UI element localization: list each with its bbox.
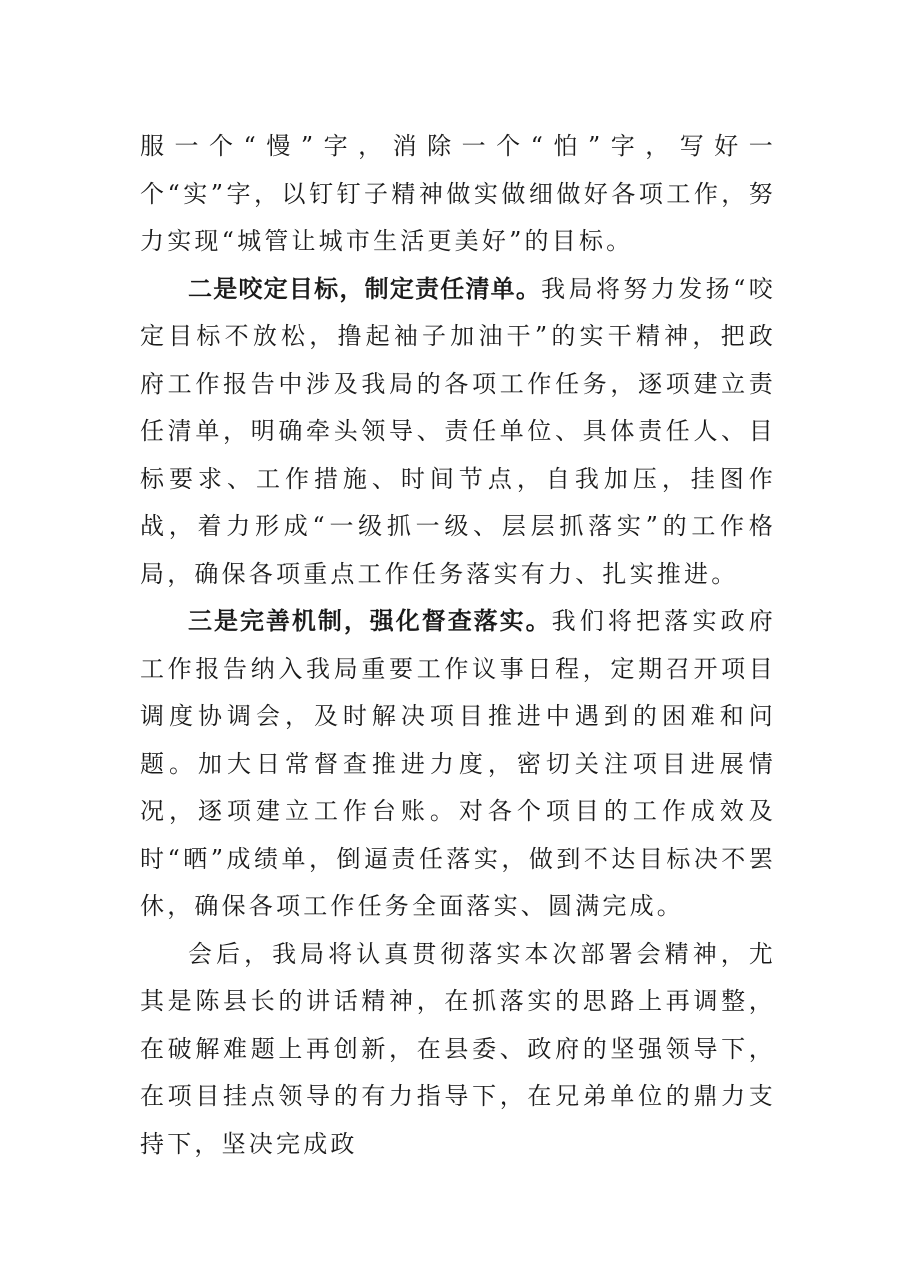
paragraph-closing <box>140 931 776 1169</box>
paragraph-heading: 三是完善机制，强化督查落实。 <box>188 607 552 635</box>
paragraph-supervision <box>140 598 776 931</box>
paragraph-text: 我们将把落实政府工作报告纳入我局重要工作议事日程，定期召开项目调度协调会，及时解决项目推进中遇到的困难和问题。加大日常督查推进力度，密切关注项目进展情况，逐项建立工作台账。对各个项目的工作成效及时“晒”成绩单，倒逼责任落实，做到不达目标决不罢休，确保各项工作任务全面落实、圆满完成。 <box>140 607 776 920</box>
paragraph-text: 服一个“慢”字，消除一个“怕”字，写好一个“实”字，以钉钉子精神做实做细做好各项工作，努力实现“城管让城市生活更美好”的目标。 <box>140 132 776 255</box>
paragraph-continuation <box>140 123 776 266</box>
paragraph-heading: 二是咬定目标，制定责任清单。 <box>188 274 542 303</box>
document-body <box>140 123 776 1168</box>
paragraph-text: 会后，我局将认真贯彻落实本次部署会精神，尤其是陈县长的讲话精神，在抓落实的思路上再调整，在破解难题上再创新，在县委、政府的坚强领导下，在项目挂点领导的有力指导下，在兄弟单位的鼎力支持下，坚决完成政 <box>140 939 776 1158</box>
paragraph-text: 我局将努力发扬“咬定目标不放松，撸起袖子加油干”的实干精神，把政府工作报告中涉及我局的各项工作任务，逐项建立责任清单，明确牵头领导、责任单位、具体责任人、目标要求、工作措施、时间节点，自我加压，挂图作战，着力形成“一级抓一级、层层抓落实”的工作格局，确保各项重点工作任务落实有力、扎实推进。 <box>140 274 776 588</box>
paragraph-responsibility-list <box>140 266 776 599</box>
